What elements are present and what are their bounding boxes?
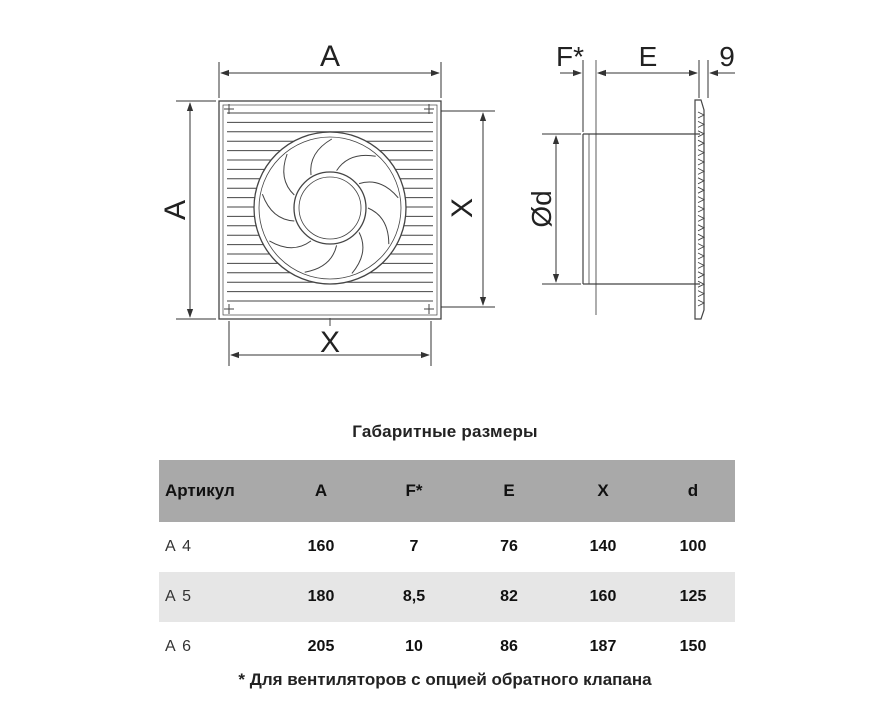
label-diameter: Ød (526, 190, 557, 228)
side-rib (698, 178, 704, 184)
table-row (159, 572, 735, 622)
side-rib (698, 244, 704, 250)
col-header-x: X (555, 460, 651, 522)
table-row (159, 622, 735, 672)
label-x-right: X (446, 197, 479, 219)
label-x-bottom: X (319, 326, 341, 359)
label-a-top: A (319, 40, 341, 73)
col-header-e: E (463, 460, 555, 522)
fan-blade (337, 155, 376, 170)
label-e: E (638, 41, 658, 72)
col-header-a: A (277, 460, 365, 522)
label-9: 9 (719, 41, 735, 72)
cell-x: 140 (589, 538, 617, 555)
col-header-article: Артикул (159, 460, 277, 522)
col-header-d: d (651, 460, 735, 522)
cell-e: 82 (463, 572, 555, 622)
side-view (583, 100, 704, 319)
col-header-f: F* (365, 460, 463, 522)
fan-blades (262, 139, 398, 273)
fan-blade (284, 154, 295, 195)
side-rib (698, 140, 704, 146)
side-rib (698, 159, 704, 165)
cell-x: 160 (555, 572, 651, 622)
cell-a: 180 (277, 572, 365, 622)
label-f: F* (556, 41, 584, 72)
side-rib (698, 168, 704, 174)
table-row (159, 522, 735, 572)
fan-blade (262, 194, 294, 221)
side-dimensions (542, 60, 735, 315)
side-rib (698, 187, 704, 193)
side-rib (698, 234, 704, 240)
table-header-row (159, 460, 735, 522)
fan-blade (359, 182, 398, 198)
cell-d: 100 (679, 538, 707, 555)
fan-housing-ring (254, 132, 406, 284)
side-rib (698, 272, 704, 278)
side-rib (698, 291, 704, 297)
grille-louvers (227, 113, 433, 301)
side-rib (698, 121, 704, 127)
cell-e: 86 (500, 638, 518, 655)
cell-article: А 6 (165, 638, 193, 655)
side-rib (698, 225, 704, 231)
cell-f: 10 (405, 638, 423, 655)
cell-article: А 5 (159, 572, 277, 622)
cell-x: 187 (589, 638, 617, 655)
cell-article: А 4 (165, 538, 193, 555)
cell-d: 150 (679, 638, 707, 655)
fan-hub (294, 172, 366, 244)
fan-blade (305, 245, 337, 272)
dimensions-table (159, 460, 735, 672)
cell-f: 8,5 (365, 572, 463, 622)
footnote: * Для вентиляторов с опцией обратного клапана (238, 670, 652, 689)
fan-blade (311, 139, 332, 175)
front-view (219, 101, 441, 326)
cell-a: 160 (307, 538, 335, 555)
fan-blade (352, 232, 363, 273)
side-rib (698, 300, 704, 306)
side-rib (698, 112, 704, 118)
cell-e: 76 (500, 538, 518, 555)
fan-blade (269, 241, 311, 248)
grille-frame (219, 101, 441, 319)
side-rib (698, 262, 704, 268)
side-rib (698, 150, 704, 156)
side-rib (698, 197, 704, 203)
cell-f: 7 (409, 538, 419, 555)
side-rib (698, 215, 704, 221)
side-rib (698, 253, 704, 259)
fan-blade (368, 208, 389, 244)
table-title: Габаритные размеры (352, 422, 538, 441)
label-a-left: A (159, 199, 192, 221)
side-rib (698, 206, 704, 212)
cell-a: 205 (307, 638, 335, 655)
cell-d: 125 (651, 572, 735, 622)
